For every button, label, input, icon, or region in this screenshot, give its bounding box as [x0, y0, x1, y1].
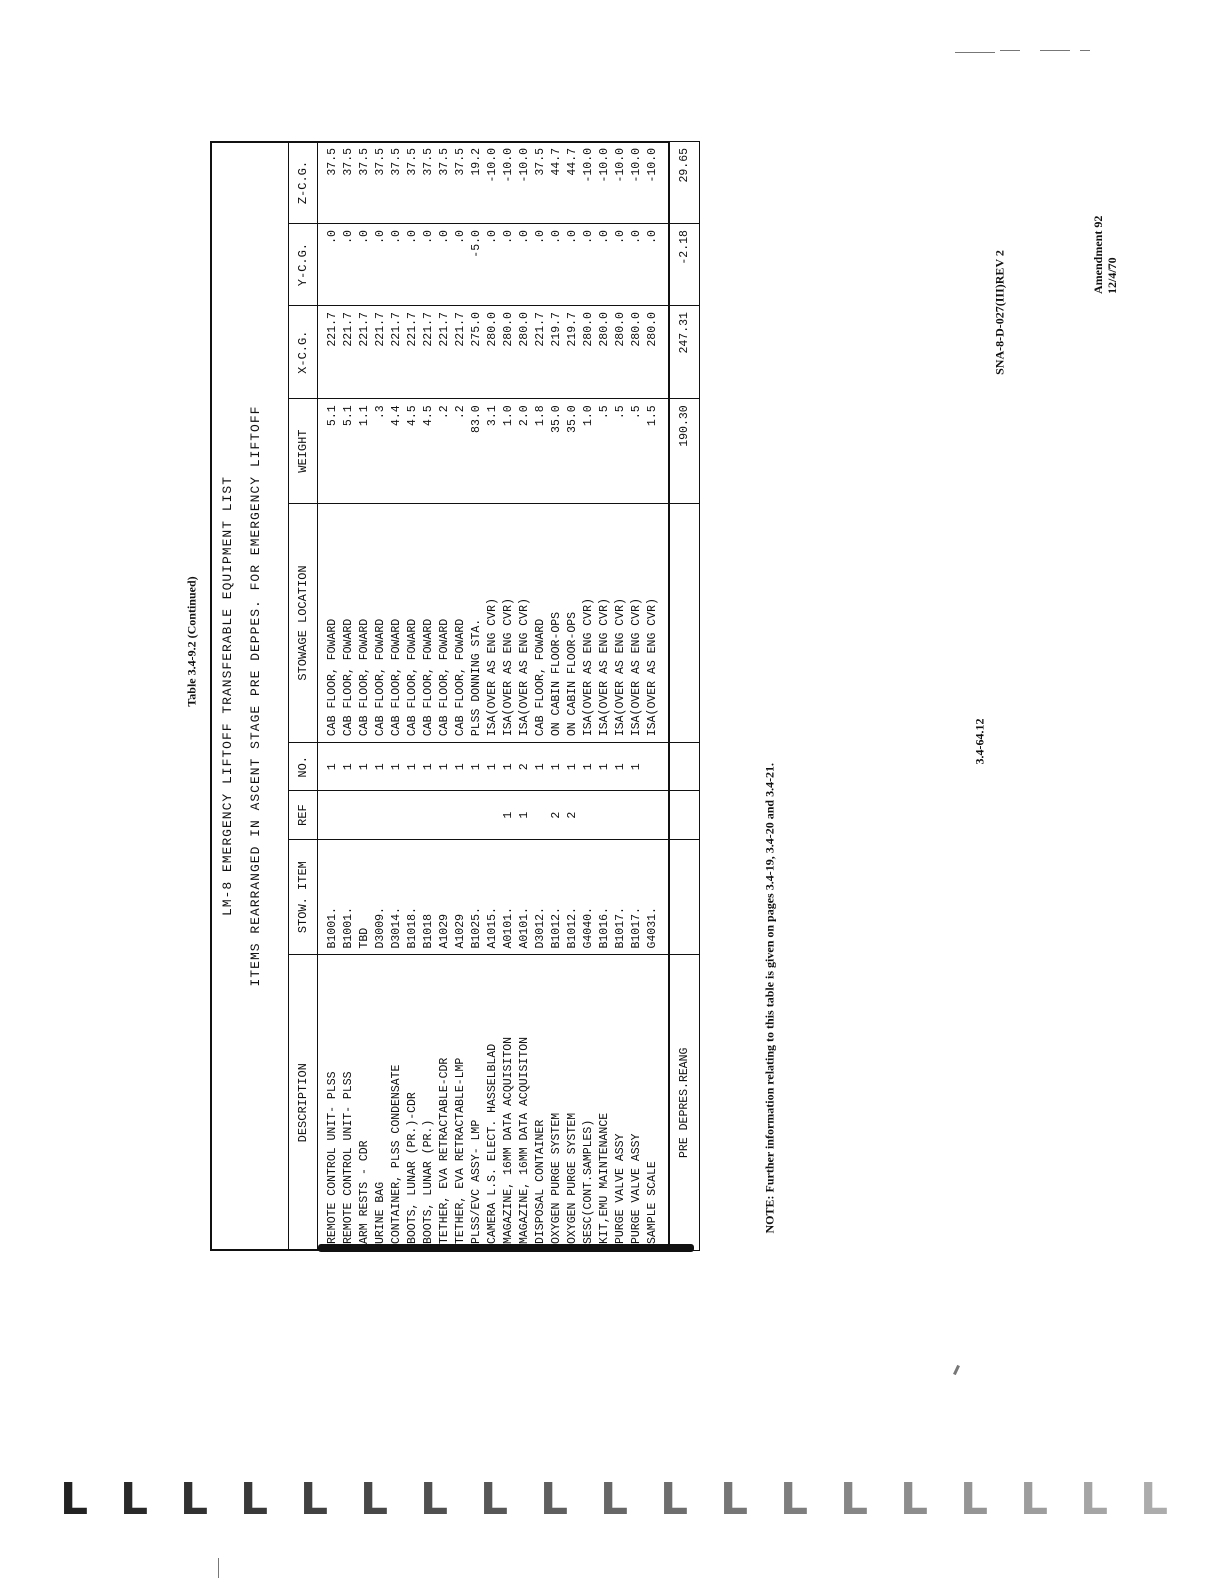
stamp-glyph: L — [60, 1474, 89, 1525]
row-y-cg: .0 — [596, 224, 612, 306]
row-y-cg: .0 — [628, 224, 644, 306]
row-weight: .2 — [452, 399, 468, 503]
table-row — [340, 142, 356, 1251]
table-row — [436, 142, 452, 1251]
table-row — [356, 142, 372, 1251]
row-x-cg: 280.0 — [516, 306, 532, 399]
table-spacer-row — [660, 142, 669, 1251]
scan-mark — [218, 1558, 219, 1578]
document-id: SNA-8-D-027(III)REV 2 — [992, 250, 1007, 375]
row-stow-item: B1025. — [468, 839, 484, 955]
total-y-cg: -2.18 — [669, 224, 700, 306]
col-stowage-location: STOWAGE LOCATION — [289, 503, 318, 742]
row-stowage-location: CAB FLOOR, FOWARD — [340, 503, 356, 742]
row-z-cg: 19.2 — [468, 142, 484, 224]
row-z-cg: 37.5 — [404, 142, 420, 224]
row-weight: 1.0 — [500, 399, 516, 503]
row-stow-item: D3014. — [388, 839, 404, 955]
row-stowage-location: ISA(OVER AS ENG CVR) — [628, 503, 644, 742]
table-row — [388, 142, 404, 1251]
row-stowage-location: ISA(OVER AS ENG CVR) — [580, 503, 596, 742]
scan-mark — [955, 52, 995, 53]
row-no: 1 — [356, 743, 372, 791]
row-weight: 2.0 — [516, 399, 532, 503]
row-z-cg: -10.0 — [612, 142, 628, 224]
row-description: REMOTE CONTROL UNIT- PLSS — [318, 955, 341, 1251]
row-x-cg: 221.7 — [404, 306, 420, 399]
row-description: PURGE VALVE ASSY — [612, 955, 628, 1251]
total-weight: 190.30 — [669, 399, 700, 503]
row-stow-item: B1016. — [596, 839, 612, 955]
row-no: 1 — [564, 743, 580, 791]
spacer-cell — [660, 306, 669, 399]
row-stowage-location: ISA(OVER AS ENG CVR) — [516, 503, 532, 742]
row-stow-item: A0101. — [516, 839, 532, 955]
table-row — [500, 142, 516, 1251]
row-x-cg: 221.7 — [388, 306, 404, 399]
row-x-cg: 221.7 — [356, 306, 372, 399]
row-description: CONTAINER, PLSS CONDENSATE — [388, 955, 404, 1251]
row-stowage-location: ISA(OVER AS ENG CVR) — [484, 503, 500, 742]
row-z-cg: 37.5 — [372, 142, 388, 224]
page-number: 3.4-64.12 — [972, 718, 987, 765]
row-stowage-location: ISA(OVER AS ENG CVR) — [500, 503, 516, 742]
row-stow-item: B1017. — [612, 839, 628, 955]
stamp-glyph: L — [120, 1474, 149, 1525]
row-description: TETHER, EVA RETRACTABLE-LMP — [452, 955, 468, 1251]
row-stow-item: A1029 — [452, 839, 468, 955]
col-weight: WEIGHT — [289, 399, 318, 503]
col-description: DESCRIPTION — [289, 955, 318, 1251]
row-no: 1 — [580, 743, 596, 791]
revision-bar — [318, 1244, 694, 1252]
row-stow-item: B1012. — [548, 839, 564, 955]
row-y-cg: .0 — [612, 224, 628, 306]
row-no: 1 — [436, 743, 452, 791]
row-ref — [372, 791, 388, 839]
row-description: SAMPLE SCALE — [644, 955, 660, 1251]
row-ref — [596, 791, 612, 839]
row-stow-item: D3009. — [372, 839, 388, 955]
row-description: PURGE VALVE ASSY — [628, 955, 644, 1251]
row-z-cg: -10.0 — [484, 142, 500, 224]
table-row — [420, 142, 436, 1251]
row-no: 1 — [532, 743, 548, 791]
row-stow-item: G4031. — [644, 839, 660, 955]
row-weight: 1.0 — [580, 399, 596, 503]
row-ref — [644, 791, 660, 839]
row-x-cg: 280.0 — [644, 306, 660, 399]
row-y-cg: .0 — [484, 224, 500, 306]
row-description: URINE BAG — [372, 955, 388, 1251]
table-row — [596, 142, 612, 1251]
stamp-glyph: L — [840, 1474, 869, 1525]
row-stowage-location: CAB FLOOR, FOWARD — [436, 503, 452, 742]
stamp-glyph: L — [780, 1474, 809, 1525]
equipment-table-box — [210, 141, 691, 1251]
row-y-cg: .0 — [372, 224, 388, 306]
row-stow-item: D3012. — [532, 839, 548, 955]
row-weight: 35.0 — [548, 399, 564, 503]
col-y-cg: Y-C.G. — [289, 224, 318, 306]
row-y-cg: .0 — [404, 224, 420, 306]
stamp-glyph: L — [240, 1474, 269, 1525]
total-empty-stow — [669, 839, 700, 955]
row-ref — [388, 791, 404, 839]
row-no: 1 — [500, 743, 516, 791]
row-stowage-location: ON CABIN FLOOR-OPS — [548, 503, 564, 742]
spacer-cell — [660, 839, 669, 955]
row-no: 1 — [484, 743, 500, 791]
total-x-cg: 247.31 — [669, 306, 700, 399]
spacer-cell — [660, 399, 669, 503]
row-y-cg: .0 — [436, 224, 452, 306]
row-ref: 2 — [564, 791, 580, 839]
spacer-cell — [660, 224, 669, 306]
table-header-row — [289, 142, 318, 1251]
col-stow-item: STOW. ITEM — [289, 839, 318, 955]
row-ref — [356, 791, 372, 839]
row-z-cg: 37.5 — [436, 142, 452, 224]
col-z-cg: Z-C.G. — [289, 142, 318, 224]
row-z-cg: 37.5 — [356, 142, 372, 224]
row-description: CAMERA L.S. ELECT. HASSELBLAD — [484, 955, 500, 1251]
stamp-glyph: L — [300, 1474, 329, 1525]
row-stowage-location: CAB FLOOR, FOWARD — [372, 503, 388, 742]
row-no: 1 — [318, 743, 341, 791]
row-weight: .5 — [596, 399, 612, 503]
row-ref — [452, 791, 468, 839]
amendment-header — [1091, 174, 1119, 294]
row-x-cg: 275.0 — [468, 306, 484, 399]
row-description: DISPOSAL CONTAINER — [532, 955, 548, 1251]
spacer-cell — [660, 955, 669, 1251]
row-stowage-location: ISA(OVER AS ENG CVR) — [596, 503, 612, 742]
row-stowage-location: CAB FLOOR, FOWARD — [318, 503, 341, 742]
table-row — [564, 142, 580, 1251]
total-empty-ref — [669, 791, 700, 839]
amendment-date: 12/4/70 — [1105, 257, 1119, 294]
row-stow-item: B1012. — [564, 839, 580, 955]
stamp-glyph: L — [720, 1474, 749, 1525]
row-z-cg: -10.0 — [580, 142, 596, 224]
row-z-cg: 37.5 — [532, 142, 548, 224]
row-ref: 2 — [548, 791, 564, 839]
row-stowage-location: CAB FLOOR, FOWARD — [356, 503, 372, 742]
row-x-cg: 280.0 — [484, 306, 500, 399]
col-ref: REF — [289, 791, 318, 839]
row-description: PLSS/EVC ASSY- LMP — [468, 955, 484, 1251]
row-stowage-location: ISA(OVER AS ENG CVR) — [644, 503, 660, 742]
row-x-cg: 219.7 — [564, 306, 580, 399]
row-no: 1 — [612, 743, 628, 791]
row-stow-item: A1029 — [436, 839, 452, 955]
row-y-cg: .0 — [532, 224, 548, 306]
row-weight: .5 — [612, 399, 628, 503]
row-no: 1 — [388, 743, 404, 791]
row-z-cg: -10.0 — [500, 142, 516, 224]
scan-mark — [1040, 50, 1070, 51]
total-label: PRE DEPRES.REANG — [669, 955, 700, 1251]
row-no: 1 — [628, 743, 644, 791]
row-no: 1 — [372, 743, 388, 791]
row-y-cg: .0 — [318, 224, 341, 306]
row-ref: 1 — [500, 791, 516, 839]
table-row — [372, 142, 388, 1251]
row-x-cg: 221.7 — [318, 306, 341, 399]
row-description: OXYGEN PURGE SYSTEM — [548, 955, 564, 1251]
stamp-glyph: L — [180, 1474, 209, 1525]
row-y-cg: .0 — [644, 224, 660, 306]
stamp-glyph: L — [1020, 1474, 1049, 1525]
table-row — [628, 142, 644, 1251]
row-stowage-location: CAB FLOOR, FOWARD — [388, 503, 404, 742]
table-title-1: LM-8 EMERGENCY LIFTOFF TRANSFERABLE EQUIPMENT LIST — [220, 475, 235, 917]
row-weight: 1.1 — [356, 399, 372, 503]
row-x-cg: 221.7 — [420, 306, 436, 399]
row-ref: 1 — [516, 791, 532, 839]
row-z-cg: -10.0 — [516, 142, 532, 224]
row-description: MAGAZINE, 16MM DATA ACQUISITON — [516, 955, 532, 1251]
row-weight: 4.5 — [404, 399, 420, 503]
row-stow-item: A1015. — [484, 839, 500, 955]
row-description: OXYGEN PURGE SYSTEM — [564, 955, 580, 1251]
row-ref — [318, 791, 341, 839]
row-description: KIT,EMU MAINTENANCE — [596, 955, 612, 1251]
equipment-table-frame — [210, 141, 691, 1251]
row-stow-item: G4040. — [580, 839, 596, 955]
row-no: 1 — [548, 743, 564, 791]
row-no — [644, 743, 660, 791]
row-y-cg: .0 — [420, 224, 436, 306]
row-stow-item: B1001. — [340, 839, 356, 955]
footnote: NOTE: Further information relating to this table is given on pages 3.4-19, 3.4-20 and 3.4-21. — [762, 762, 777, 1234]
row-description: SESC(CONT.SAMPLES) — [580, 955, 596, 1251]
row-weight: .3 — [372, 399, 388, 503]
scan-mark — [1080, 50, 1090, 51]
equipment-table — [288, 141, 700, 1251]
row-y-cg: .0 — [548, 224, 564, 306]
row-x-cg: 221.7 — [340, 306, 356, 399]
row-x-cg: 219.7 — [548, 306, 564, 399]
spacer-cell — [660, 743, 669, 791]
table-body — [318, 142, 669, 1251]
row-description: REMOTE CONTROL UNIT- PLSS — [340, 955, 356, 1251]
table-title-2: ITEMS REARRANGED IN ASCENT STAGE PRE DEPPES. FOR EMERGENCY LIFTOFF — [248, 405, 263, 987]
spacer-cell — [660, 791, 669, 839]
row-stowage-location: ISA(OVER AS ENG CVR) — [612, 503, 628, 742]
stamp-glyph: L — [660, 1474, 689, 1525]
row-z-cg: 37.5 — [318, 142, 341, 224]
total-empty-no — [669, 743, 700, 791]
table-row — [644, 142, 660, 1251]
row-no: 1 — [452, 743, 468, 791]
row-ref — [612, 791, 628, 839]
row-y-cg: .0 — [500, 224, 516, 306]
row-stow-item: B1018 — [420, 839, 436, 955]
row-weight: 4.4 — [388, 399, 404, 503]
row-ref — [532, 791, 548, 839]
table-caption: Table 3.4-9.2 (Continued) — [184, 576, 199, 707]
row-y-cg: .0 — [452, 224, 468, 306]
stamp-glyph: L — [1140, 1474, 1169, 1525]
row-y-cg: .0 — [516, 224, 532, 306]
row-weight: 5.1 — [340, 399, 356, 503]
row-weight: .2 — [436, 399, 452, 503]
stamp-glyph: L — [360, 1474, 389, 1525]
row-stowage-location: PLSS DONNING STA. — [468, 503, 484, 742]
row-y-cg: .0 — [580, 224, 596, 306]
row-ref — [484, 791, 500, 839]
stamp-glyph: L — [480, 1474, 509, 1525]
row-x-cg: 221.7 — [436, 306, 452, 399]
row-ref — [340, 791, 356, 839]
table-row — [548, 142, 564, 1251]
table-row — [404, 142, 420, 1251]
stamp-glyph: L — [960, 1474, 989, 1525]
stamp-row — [60, 1470, 1169, 1530]
row-stowage-location: CAB FLOOR, FOWARD — [532, 503, 548, 742]
row-x-cg: 280.0 — [580, 306, 596, 399]
row-weight: 1.8 — [532, 399, 548, 503]
row-description: BOOTS, LUNAR (PR.) — [420, 955, 436, 1251]
stamp-glyph: L — [900, 1474, 929, 1525]
table-row — [580, 142, 596, 1251]
table-total-row — [669, 142, 700, 1251]
row-stow-item: TBD — [356, 839, 372, 955]
table-row — [318, 142, 341, 1251]
row-ref — [628, 791, 644, 839]
row-no: 1 — [596, 743, 612, 791]
row-z-cg: -10.0 — [596, 142, 612, 224]
stamp-glyph: L — [600, 1474, 629, 1525]
row-stow-item: A0101. — [500, 839, 516, 955]
row-weight: 4.5 — [420, 399, 436, 503]
row-z-cg: 37.5 — [420, 142, 436, 224]
row-z-cg: 44.7 — [548, 142, 564, 224]
table-row — [452, 142, 468, 1251]
spacer-cell — [660, 142, 669, 224]
row-no: 1 — [340, 743, 356, 791]
row-ref — [580, 791, 596, 839]
row-x-cg: 280.0 — [500, 306, 516, 399]
table-row — [532, 142, 548, 1251]
row-z-cg: 44.7 — [564, 142, 580, 224]
row-x-cg: 221.7 — [372, 306, 388, 399]
row-x-cg: 280.0 — [612, 306, 628, 399]
row-no: 2 — [516, 743, 532, 791]
row-z-cg: -10.0 — [644, 142, 660, 224]
row-description: ARM RESTS - CDR — [356, 955, 372, 1251]
row-z-cg: 37.5 — [388, 142, 404, 224]
row-y-cg: .0 — [564, 224, 580, 306]
row-x-cg: 221.7 — [532, 306, 548, 399]
row-ref — [420, 791, 436, 839]
spacer-cell — [660, 503, 669, 742]
table-row — [516, 142, 532, 1251]
row-weight: 5.1 — [318, 399, 341, 503]
scan-mark — [1000, 50, 1020, 51]
row-stowage-location: CAB FLOOR, FOWARD — [404, 503, 420, 742]
stamp-glyph: L — [1080, 1474, 1109, 1525]
row-x-cg: 280.0 — [596, 306, 612, 399]
row-stow-item: B1017. — [628, 839, 644, 955]
amendment-label: Amendment 92 — [1091, 215, 1105, 294]
total-empty-loc — [669, 503, 700, 742]
row-x-cg: 280.0 — [628, 306, 644, 399]
row-stow-item: B1018. — [404, 839, 420, 955]
row-ref — [436, 791, 452, 839]
row-y-cg: .0 — [356, 224, 372, 306]
row-ref — [468, 791, 484, 839]
row-stowage-location: CAB FLOOR, FOWARD — [420, 503, 436, 742]
row-stow-item: B1001. — [318, 839, 341, 955]
row-description: BOOTS, LUNAR (PR.)-CDR — [404, 955, 420, 1251]
row-no: 1 — [420, 743, 436, 791]
row-weight: 35.0 — [564, 399, 580, 503]
row-no: 1 — [404, 743, 420, 791]
row-stowage-location: ON CABIN FLOOR-OPS — [564, 503, 580, 742]
row-weight: .5 — [628, 399, 644, 503]
row-weight: 1.5 — [644, 399, 660, 503]
row-y-cg: .0 — [388, 224, 404, 306]
col-no: NO. — [289, 743, 318, 791]
table-row — [612, 142, 628, 1251]
row-z-cg: -10.0 — [628, 142, 644, 224]
row-description: MAGAZINE, 16MM DATA ACQUISITON — [500, 955, 516, 1251]
row-no: 1 — [468, 743, 484, 791]
row-z-cg: 37.5 — [452, 142, 468, 224]
row-x-cg: 221.7 — [452, 306, 468, 399]
row-stowage-location: CAB FLOOR, FOWARD — [452, 503, 468, 742]
row-ref — [404, 791, 420, 839]
total-z-cg: 29.65 — [669, 142, 700, 224]
stamp-glyph: L — [420, 1474, 449, 1525]
row-weight: 83.0 — [468, 399, 484, 503]
table-row — [468, 142, 484, 1251]
row-y-cg: .0 — [340, 224, 356, 306]
row-y-cg: -5.0 — [468, 224, 484, 306]
table-row — [484, 142, 500, 1251]
row-weight: 3.1 — [484, 399, 500, 503]
stamp-glyph: L — [540, 1474, 569, 1525]
col-x-cg: X-C.G. — [289, 306, 318, 399]
row-description: TETHER, EVA RETRACTABLE-CDR — [436, 955, 452, 1251]
row-z-cg: 37.5 — [340, 142, 356, 224]
scan-mark — [953, 1365, 960, 1375]
